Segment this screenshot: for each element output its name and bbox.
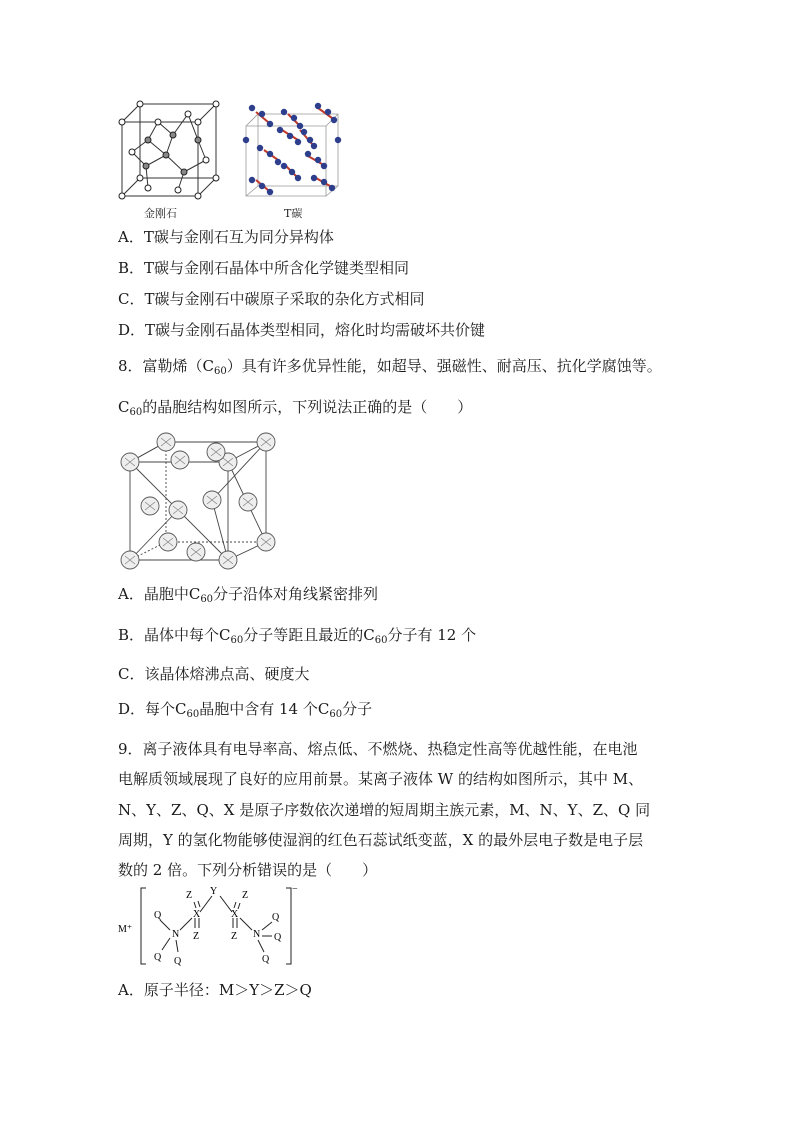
atom-x-right: X: [231, 909, 239, 920]
q9-stem-line3: N、Y、Z、Q、X 是原子序数依次递增的短周期主族元素，M、N、Y、Z、Q 同: [118, 801, 651, 819]
q7-option-d: D．T碳与金刚石晶体类型相同，熔化时均需破坏共价键: [118, 321, 486, 339]
c60-unit-cell-figure: [116, 430, 282, 572]
atom-q-2: Q: [154, 952, 162, 963]
atom-q-5: Q: [274, 932, 282, 943]
diamond-caption: 金刚石: [144, 207, 177, 220]
q9-stem-line1: 9．离子液体具有电导率高、熔点低、不燃烧、热稳定性高等优越性能，在电池: [118, 740, 638, 758]
q9-stem-line5: 数的 2 倍。下列分析错误的是（ ）: [118, 861, 378, 879]
q8-stem-line1: 8．富勒烯$(C_{60})$具有许多优异性能，如超导、强磁性、耐高压、抗化学腐蚀等。: [118, 357, 662, 377]
t-carbon-structure-figure: [238, 100, 348, 198]
diamond-structure-figure: [118, 100, 220, 200]
q7-option-c: C．T碳与金刚石中碳原子采取的杂化方式相同: [118, 290, 425, 308]
anion-charge: −: [292, 884, 298, 895]
q9-stem-line2: 电解质领域展现了良好的应用前景。某离子液体 W 的结构如图所示，其中 M、: [118, 770, 644, 788]
atom-q-1: Q: [154, 910, 162, 921]
q9-option-a: A．原子半径：M＞Y＞Z＞Q: [118, 981, 312, 999]
ionic-liquid-structure-figure: [116, 884, 316, 968]
atom-n-right: N: [253, 929, 261, 940]
atom-z-bottom-left: Z: [193, 931, 200, 942]
atom-x-left: X: [193, 909, 201, 920]
atom-z-top-right: Z: [242, 890, 249, 901]
atom-q-4: Q: [272, 912, 280, 923]
atom-q-6: Q: [262, 954, 270, 965]
q7-option-a: A．T碳与金刚石互为同分异构体: [118, 228, 334, 246]
atom-n-left: N: [172, 929, 180, 940]
atom-y: Y: [210, 886, 218, 897]
atom-z-top-left: Z: [186, 890, 193, 901]
q8-option-a: A．晶胞中$C_{60}$分子沿体对角线紧密排列: [118, 585, 379, 605]
q8-option-b: B．晶体中每个$C_{60}$分子等距且最近的$C_{60}$分子有 12 个: [118, 626, 477, 646]
q7-option-b: B．T碳与金刚石晶体中所含化学键类型相同: [118, 259, 410, 277]
q8-option-d: D．每个$C_{60}$晶胞中含有 14 个$C_{60}$分子: [118, 700, 373, 720]
cation-label: M⁺: [118, 924, 133, 935]
q9-stem-line4: 周期，Y 的氢化物能够使湿润的红色石蕊试纸变蓝，X 的最外层电子数是电子层: [118, 831, 644, 849]
atom-z-bottom-right: Z: [231, 931, 238, 942]
q8-stem-line2: $C_{60}$的晶胞结构如图所示，下列说法正确的是（ ）: [118, 398, 473, 418]
t-carbon-caption: T碳: [284, 207, 303, 220]
atom-q-3: Q: [174, 956, 182, 967]
q8-option-c: C．该晶体熔沸点高、硬度大: [118, 665, 310, 683]
